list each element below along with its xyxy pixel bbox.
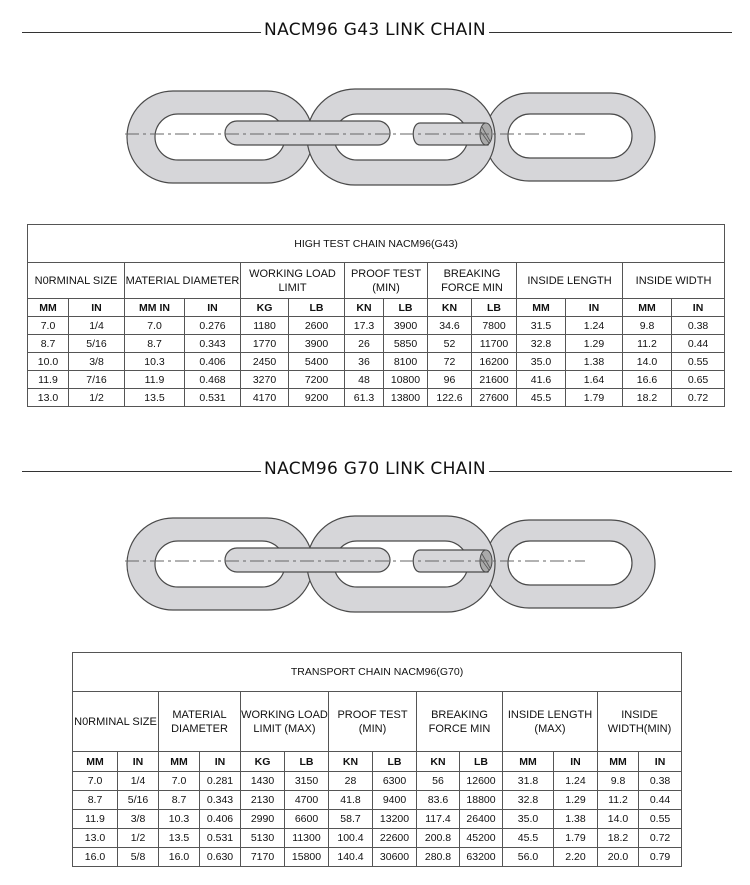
- table-cell: 1180: [241, 317, 289, 335]
- table-cell: 45200: [460, 829, 503, 848]
- table-cell: 15800: [285, 848, 329, 867]
- table-cell: 32.8: [503, 791, 554, 810]
- unit-cell: IN: [554, 752, 598, 772]
- table-cell: 117.4: [417, 810, 460, 829]
- table-cell: 35.0: [503, 810, 554, 829]
- table-cell: 8.7: [73, 791, 118, 810]
- table-cell: 0.531: [185, 389, 241, 407]
- table-cell: 10.3: [125, 353, 185, 371]
- table-row: [73, 829, 682, 848]
- table-cell: 45.5: [503, 829, 554, 848]
- table-cell: 1.64: [566, 371, 623, 389]
- g70-spec-table-wrap: [72, 652, 681, 867]
- table-cell: 18.2: [598, 829, 639, 848]
- table-cell: 0.55: [639, 810, 682, 829]
- table-cell: 1/2: [118, 829, 159, 848]
- table-cell: 2450: [241, 353, 289, 371]
- table-cell: 280.8: [417, 848, 460, 867]
- table-cell: 8.7: [125, 335, 185, 353]
- table-row: [28, 389, 725, 407]
- unit-cell: IN: [672, 299, 725, 317]
- table-row: [73, 810, 682, 829]
- header-proof-test: PROOF TEST (MIN): [345, 263, 428, 299]
- unit-cell: IN: [566, 299, 623, 317]
- table-cell: 11.2: [598, 791, 639, 810]
- table-cell: 7800: [472, 317, 517, 335]
- table-cell: 5850: [384, 335, 428, 353]
- unit-row: [28, 299, 725, 317]
- table-cell: 11300: [285, 829, 329, 848]
- table-cell: 1.29: [566, 335, 623, 353]
- header-material-diameter: MATERIAL DIAMETER: [125, 263, 241, 299]
- table-cell: 0.468: [185, 371, 241, 389]
- table-cell: 5/16: [69, 335, 125, 353]
- table-cell: 1.38: [566, 353, 623, 371]
- table-cell: 14.0: [598, 810, 639, 829]
- header-nominal-size: N0RMINAL SIZE: [73, 692, 159, 752]
- section-g70-header: [0, 459, 750, 483]
- table-cell: 4700: [285, 791, 329, 810]
- table-cell: 20.0: [598, 848, 639, 867]
- table-cell: 16.0: [73, 848, 118, 867]
- unit-cell: MM: [598, 752, 639, 772]
- table-cell: 21600: [472, 371, 517, 389]
- table-cell: 0.72: [639, 829, 682, 848]
- table-cell: 26: [345, 335, 384, 353]
- table-cell: 11.9: [125, 371, 185, 389]
- table-cell: 6300: [373, 772, 417, 791]
- table-cell: 3/8: [118, 810, 159, 829]
- table-cell: 10.0: [28, 353, 69, 371]
- table-cell: 4170: [241, 389, 289, 407]
- unit-cell: LB: [384, 299, 428, 317]
- table-cell: 122.6: [428, 389, 472, 407]
- g43-table-body: [28, 317, 725, 407]
- table-cell: 18800: [460, 791, 503, 810]
- table-cell: 41.6: [517, 371, 566, 389]
- table-cell: 56: [417, 772, 460, 791]
- table-cell: 3900: [384, 317, 428, 335]
- table-cell: 7170: [241, 848, 285, 867]
- g43-spec-table: [27, 224, 725, 407]
- table-cell: 1770: [241, 335, 289, 353]
- table-cell: 0.38: [672, 317, 725, 335]
- table-cell: 0.630: [200, 848, 241, 867]
- table-cell: 36: [345, 353, 384, 371]
- table-cell: 7/16: [69, 371, 125, 389]
- table-cell: 0.281: [200, 772, 241, 791]
- unit-cell: MM: [503, 752, 554, 772]
- table-cell: 2.20: [554, 848, 598, 867]
- table-cell: 8.7: [28, 335, 69, 353]
- chain-link-side: [225, 121, 390, 145]
- unit-cell: IN: [639, 752, 682, 772]
- unit-cell: MM: [28, 299, 69, 317]
- table-cell: 3150: [285, 772, 329, 791]
- header-breaking-force: BREAKING FORCE MIN: [428, 263, 517, 299]
- unit-cell: IN: [200, 752, 241, 772]
- table-cell: 7200: [289, 371, 345, 389]
- table-cell: 13.0: [28, 389, 69, 407]
- table-cell: 31.8: [503, 772, 554, 791]
- table-cell: 2990: [241, 810, 285, 829]
- table-cell: 8100: [384, 353, 428, 371]
- table-cell: 140.4: [329, 848, 373, 867]
- table-cell: 1.29: [554, 791, 598, 810]
- table-cell: 27600: [472, 389, 517, 407]
- table-cell: 1/2: [69, 389, 125, 407]
- table-cell: 7.0: [28, 317, 69, 335]
- table-cell: 22600: [373, 829, 417, 848]
- header-proof-test: PROOF TEST (MIN): [329, 692, 417, 752]
- table-cell: 3900: [289, 335, 345, 353]
- header-nominal-size: N0RMINAL SIZE: [28, 263, 125, 299]
- unit-cell: MM IN: [125, 299, 185, 317]
- table-cell: 7.0: [125, 317, 185, 335]
- table-cell: 13.0: [73, 829, 118, 848]
- unit-cell: MM: [159, 752, 200, 772]
- table-cell: 26400: [460, 810, 503, 829]
- unit-cell: LB: [289, 299, 345, 317]
- table-cell: 0.65: [672, 371, 725, 389]
- table-cell: 3/8: [69, 353, 125, 371]
- table-row: [73, 772, 682, 791]
- table-row: [28, 317, 725, 335]
- table-cell: 0.79: [639, 848, 682, 867]
- table-cell: 9.8: [598, 772, 639, 791]
- g43-spec-table-wrap: [27, 224, 724, 407]
- header-inside-width: INSIDE WIDTH: [623, 263, 725, 299]
- table-cell: 11.2: [623, 335, 672, 353]
- table-cell: 5130: [241, 829, 285, 848]
- table-cell: 10800: [384, 371, 428, 389]
- table-cell: 11.9: [28, 371, 69, 389]
- unit-cell: LB: [460, 752, 503, 772]
- unit-cell: KN: [417, 752, 460, 772]
- table-cell: 12600: [460, 772, 503, 791]
- unit-cell: MM: [517, 299, 566, 317]
- table-cell: 30600: [373, 848, 417, 867]
- table-cell: 56.0: [503, 848, 554, 867]
- table-cell: 1.24: [554, 772, 598, 791]
- unit-cell: LB: [373, 752, 417, 772]
- header-breaking-force: BREAKING FORCE MIN: [417, 692, 503, 752]
- table-cell: 45.5: [517, 389, 566, 407]
- table-cell: 48: [345, 371, 384, 389]
- g70-spec-table: [72, 652, 682, 867]
- table-cell: 32.8: [517, 335, 566, 353]
- table-cell: 0.38: [639, 772, 682, 791]
- section-title: NACM96 G43 LINK CHAIN: [261, 20, 489, 40]
- header-material-diameter: MATERIAL DIAMETER: [159, 692, 241, 752]
- header-inside-length: INSIDE LENGTH: [517, 263, 623, 299]
- table-cell: 0.276: [185, 317, 241, 335]
- table-cell: 7.0: [73, 772, 118, 791]
- table-cell: 1430: [241, 772, 285, 791]
- table-cell: 6600: [285, 810, 329, 829]
- table-row: [28, 371, 725, 389]
- unit-row: [73, 752, 682, 772]
- table-cell: 1.79: [566, 389, 623, 407]
- table-row: [73, 791, 682, 810]
- unit-cell: IN: [185, 299, 241, 317]
- unit-cell: KN: [329, 752, 373, 772]
- g70-table-body: [73, 772, 682, 867]
- table-caption: HIGH TEST CHAIN NACM96(G43): [28, 225, 725, 263]
- table-cell: 1.38: [554, 810, 598, 829]
- table-cell: 28: [329, 772, 373, 791]
- table-cell: 52: [428, 335, 472, 353]
- section-title: NACM96 G70 LINK CHAIN: [261, 459, 489, 479]
- table-cell: 0.44: [672, 335, 725, 353]
- table-cell: 0.55: [672, 353, 725, 371]
- table-cell: 100.4: [329, 829, 373, 848]
- unit-cell: KG: [241, 752, 285, 772]
- header-inside-length: INSIDE LENGTH (MAX): [503, 692, 598, 752]
- table-cell: 16.0: [159, 848, 200, 867]
- table-cell: 13.5: [125, 389, 185, 407]
- table-cell: 2130: [241, 791, 285, 810]
- unit-cell: LB: [285, 752, 329, 772]
- header-working-load: WORKING LOAD LIMIT: [241, 263, 345, 299]
- table-cell: 0.406: [185, 353, 241, 371]
- unit-cell: KN: [428, 299, 472, 317]
- table-cell: 0.72: [672, 389, 725, 407]
- table-cell: 5400: [289, 353, 345, 371]
- table-cell: 0.343: [185, 335, 241, 353]
- table-cell: 31.5: [517, 317, 566, 335]
- unit-cell: IN: [118, 752, 159, 772]
- table-cell: 2600: [289, 317, 345, 335]
- table-cell: 35.0: [517, 353, 566, 371]
- unit-cell: KN: [345, 299, 384, 317]
- table-cell: 5/16: [118, 791, 159, 810]
- header-inside-width: INSIDE WIDTH(MIN): [598, 692, 682, 752]
- table-cell: 13.5: [159, 829, 200, 848]
- unit-cell: IN: [69, 299, 125, 317]
- unit-cell: MM: [623, 299, 672, 317]
- table-cell: 41.8: [329, 791, 373, 810]
- table-cell: 7.0: [159, 772, 200, 791]
- table-cell: 1.79: [554, 829, 598, 848]
- table-cell: 0.406: [200, 810, 241, 829]
- table-row: [28, 335, 725, 353]
- unit-cell: KG: [241, 299, 289, 317]
- table-cell: 9.8: [623, 317, 672, 335]
- table-cell: 18.2: [623, 389, 672, 407]
- table-caption: TRANSPORT CHAIN NACM96(G70): [73, 653, 682, 692]
- table-cell: 58.7: [329, 810, 373, 829]
- table-cell: 83.6: [417, 791, 460, 810]
- section-g43-header: [0, 20, 750, 44]
- table-cell: 1.24: [566, 317, 623, 335]
- table-cell: 1/4: [118, 772, 159, 791]
- table-cell: 13800: [384, 389, 428, 407]
- table-cell: 8.7: [159, 791, 200, 810]
- table-cell: 14.0: [623, 353, 672, 371]
- table-cell: 63200: [460, 848, 503, 867]
- chain-link-side: [225, 548, 390, 572]
- header-working-load: WORKING LOAD LIMIT (MAX): [241, 692, 329, 752]
- table-cell: 11700: [472, 335, 517, 353]
- table-cell: 11.9: [73, 810, 118, 829]
- table-cell: 1/4: [69, 317, 125, 335]
- table-cell: 61.3: [345, 389, 384, 407]
- table-row: [28, 353, 725, 371]
- table-cell: 3270: [241, 371, 289, 389]
- table-cell: 0.44: [639, 791, 682, 810]
- table-cell: 13200: [373, 810, 417, 829]
- table-cell: 200.8: [417, 829, 460, 848]
- table-cell: 34.6: [428, 317, 472, 335]
- unit-cell: LB: [472, 299, 517, 317]
- table-cell: 10.3: [159, 810, 200, 829]
- table-cell: 96: [428, 371, 472, 389]
- table-cell: 9200: [289, 389, 345, 407]
- table-cell: 5/8: [118, 848, 159, 867]
- unit-cell: MM: [73, 752, 118, 772]
- table-row: [73, 848, 682, 867]
- table-cell: 16200: [472, 353, 517, 371]
- g43-chain-illustration: [115, 83, 660, 193]
- table-cell: 17.3: [345, 317, 384, 335]
- table-cell: 0.343: [200, 791, 241, 810]
- table-cell: 16.6: [623, 371, 672, 389]
- g70-chain-illustration: [115, 510, 660, 620]
- table-cell: 72: [428, 353, 472, 371]
- table-cell: 0.531: [200, 829, 241, 848]
- table-cell: 9400: [373, 791, 417, 810]
